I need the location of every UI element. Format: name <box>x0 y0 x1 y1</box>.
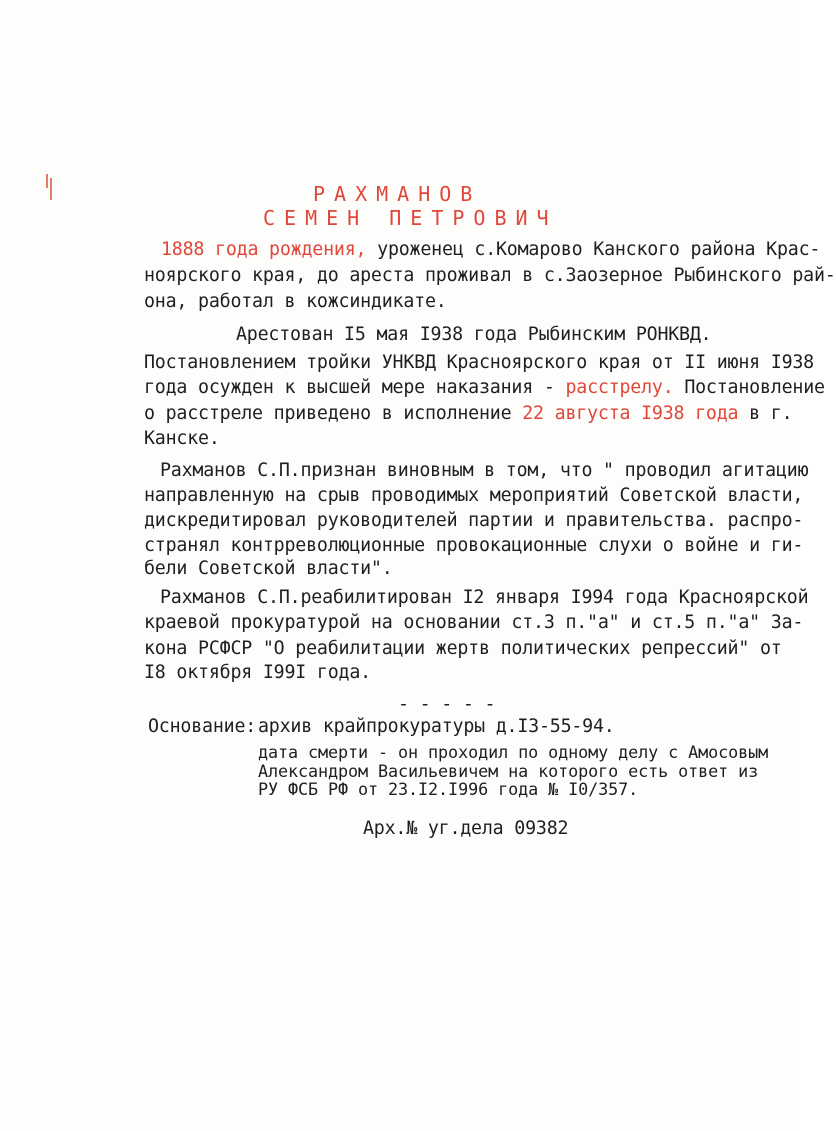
margin-mark <box>46 174 48 188</box>
charge-line-2: направленную на срыв проводимых мероприятий Советской власти, <box>144 485 804 506</box>
margin-mark <box>50 178 52 200</box>
surname-heading: РАХМАНОВ <box>313 182 482 206</box>
separator: - - - - - <box>398 694 496 715</box>
execution-date: 22 августа I938 года <box>522 403 739 424</box>
birth-place-text: уроженец с.Комарово Канского района Крас- <box>366 239 821 260</box>
given-names-heading: СЕМЕН ПЕТРОВИЧ <box>263 206 558 230</box>
sentence-text: о расстреле приведено в исполнение <box>144 403 523 424</box>
rehab-line-3: кона РСФСР "О реабилитации жертв политических репрессий" от <box>144 638 782 659</box>
sentence-text: в г. <box>738 403 793 424</box>
charge-line-4: странял контрреволюционные провокационные слухи о войне и ги- <box>144 535 804 556</box>
archive-number: Арх.№ уг.дела 09382 <box>363 818 569 839</box>
rehab-line-1: Рахманов С.П.реабилитирован I2 января I994 года Красноярской <box>160 587 809 608</box>
note-line-1: дата смерти - он проходил по одному делу с Амосовым <box>258 742 769 762</box>
sentence-line-2 <box>144 377 825 399</box>
birth-year-text: 1888 года рождения, <box>161 239 367 260</box>
arrest-line: Арестован I5 мая I938 года Рыбинским РОНКВД. <box>236 324 712 345</box>
rehab-line-2: краевой прокуратурой на основании ст.3 п."а" и ст.5 п."а" За- <box>144 612 804 633</box>
execution-word: расстрелу. <box>565 377 674 398</box>
bio-line-1 <box>161 239 820 261</box>
bio-line-3: она, работал в кожсиндикате. <box>144 291 447 312</box>
charge-line-5: бели Советской власти". <box>144 558 393 579</box>
basis-text: архив крайпрокуратуры д.I3-55-94. <box>258 716 615 737</box>
basis-label: Основание: <box>148 716 257 737</box>
charge-line-1: Рахманов С.П.признан виновным в том, что " проводил агитацию <box>160 460 809 481</box>
bio-line-2: ноярского края, до ареста проживал в с.Заозерное Рыбинского рай- <box>144 265 836 286</box>
rehab-line-4: I8 октября I99I года. <box>144 662 371 683</box>
sentence-text: года осужден к высшей мере наказания - <box>144 377 566 398</box>
sentence-line-3 <box>144 403 792 425</box>
charge-line-3: дискредитировал руководителей партии и правительства. распро- <box>144 510 804 531</box>
sentence-line-4: Канске. <box>144 428 220 449</box>
sentence-text: Постановление <box>673 377 825 398</box>
note-line-2: Александром Васильевичем на которого есть ответ из <box>258 761 759 781</box>
sentence-line-1: Постановлением тройки УНКВД Красноярского края от II июня I938 <box>144 352 814 373</box>
note-line-3: РУ ФСБ РФ от 23.I2.I996 года № I0/357. <box>258 779 639 799</box>
